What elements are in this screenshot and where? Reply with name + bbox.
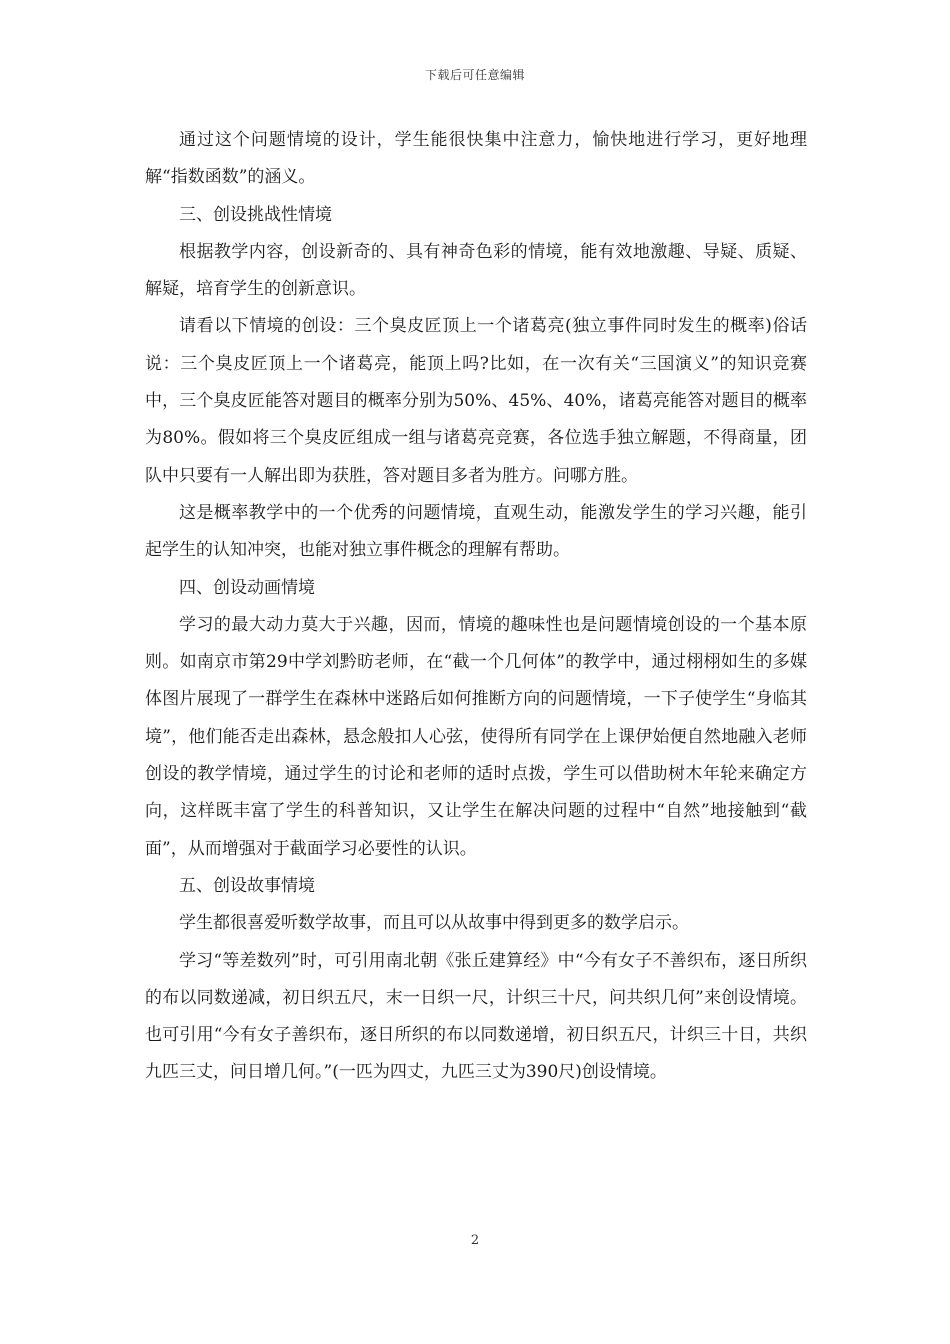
document-body	[145, 122, 807, 1092]
paragraph: 这是概率教学中的一个优秀的问题情境，直观生动，能激发学生的学习兴趣，能引起学生的认知冲突，也能对独立事件概念的理解有帮助。	[145, 502, 807, 561]
paragraph: 学生都很喜爱听数学故事，而且可以从故事中得到更多的数学启示。	[179, 913, 689, 934]
section-heading-3: 三、创设挑战性情境	[179, 204, 332, 225]
paragraph: 根据教学内容，创设新奇的、具有神奇色彩的情境，能有效地激趣、导疑、质疑、解疑，培育学生的创新意识。	[145, 241, 807, 300]
section-heading-4: 四、创设动画情境	[179, 577, 315, 598]
paragraph: 学习的最大动力莫大于兴趣，因而，情境的趣味性也是问题情境创设的一个基本原则。如南京市第29中学刘黔昉老师，在“截一个几何体”的教学中，通过栩栩如生的多媒体图片展现了一群学生在森林中迷路后如何推断方向的问题情境，一下子使学生“身临其境”，他们能否走出森林，悬念般扣人心弦，使得所有同学在上课伊始便自然地融入老师创设的教学情境，通过学生的讨论和老师的适时点拨，学生可以借助树木年轮来确定方向，这样既丰富了学生的科普知识，又让学生在解决问题的过程中“自然”地接触到“截面”，从而增强对于截面学习必要性的认识。	[145, 614, 807, 859]
paragraph: 通过这个问题情境的设计，学生能很快集中注意力，愉快地进行学习，更好地理解“指数函数”的涵义。	[145, 130, 807, 188]
page-header: 下载后可任意编辑	[424, 68, 525, 82]
section-heading-5: 五、创设故事情境	[179, 875, 315, 896]
paragraph: 请看以下情境的创设：三个臭皮匠顶上一个诸葛亮(独立事件同时发生的概率)俗话说：三个臭皮匠顶上一个诸葛亮，能顶上吗?比如，在一次有关“三国演义”的知识竞赛中，三个臭皮匠能答对题目的概率分别为50%、45%、40%，诸葛亮能答对题目的概率为80%。假如将三个臭皮匠组成一组与诸葛亮竞赛，各位选手独立解题，不得商量，团队中只要有一人解出即为获胜，答对题目多者为胜方。问哪方胜。	[145, 316, 807, 486]
paragraph: 学习“等差数列”时，可引用南北朝《张丘建算经》中“今有女子不善织布，逐日所织的布以同数递减，初日织五尺，末一日织一尺，计织三十尺，问共织几何”来创设情境。也可引用“今有女子善织布，逐日所织的布以同数递增，初日织五尺，计织三十日，共织九匹三丈，问日增几何。”(一匹为四丈，九匹三丈为390尺)创设情境。	[145, 950, 807, 1083]
page-number: 2	[470, 1233, 480, 1248]
